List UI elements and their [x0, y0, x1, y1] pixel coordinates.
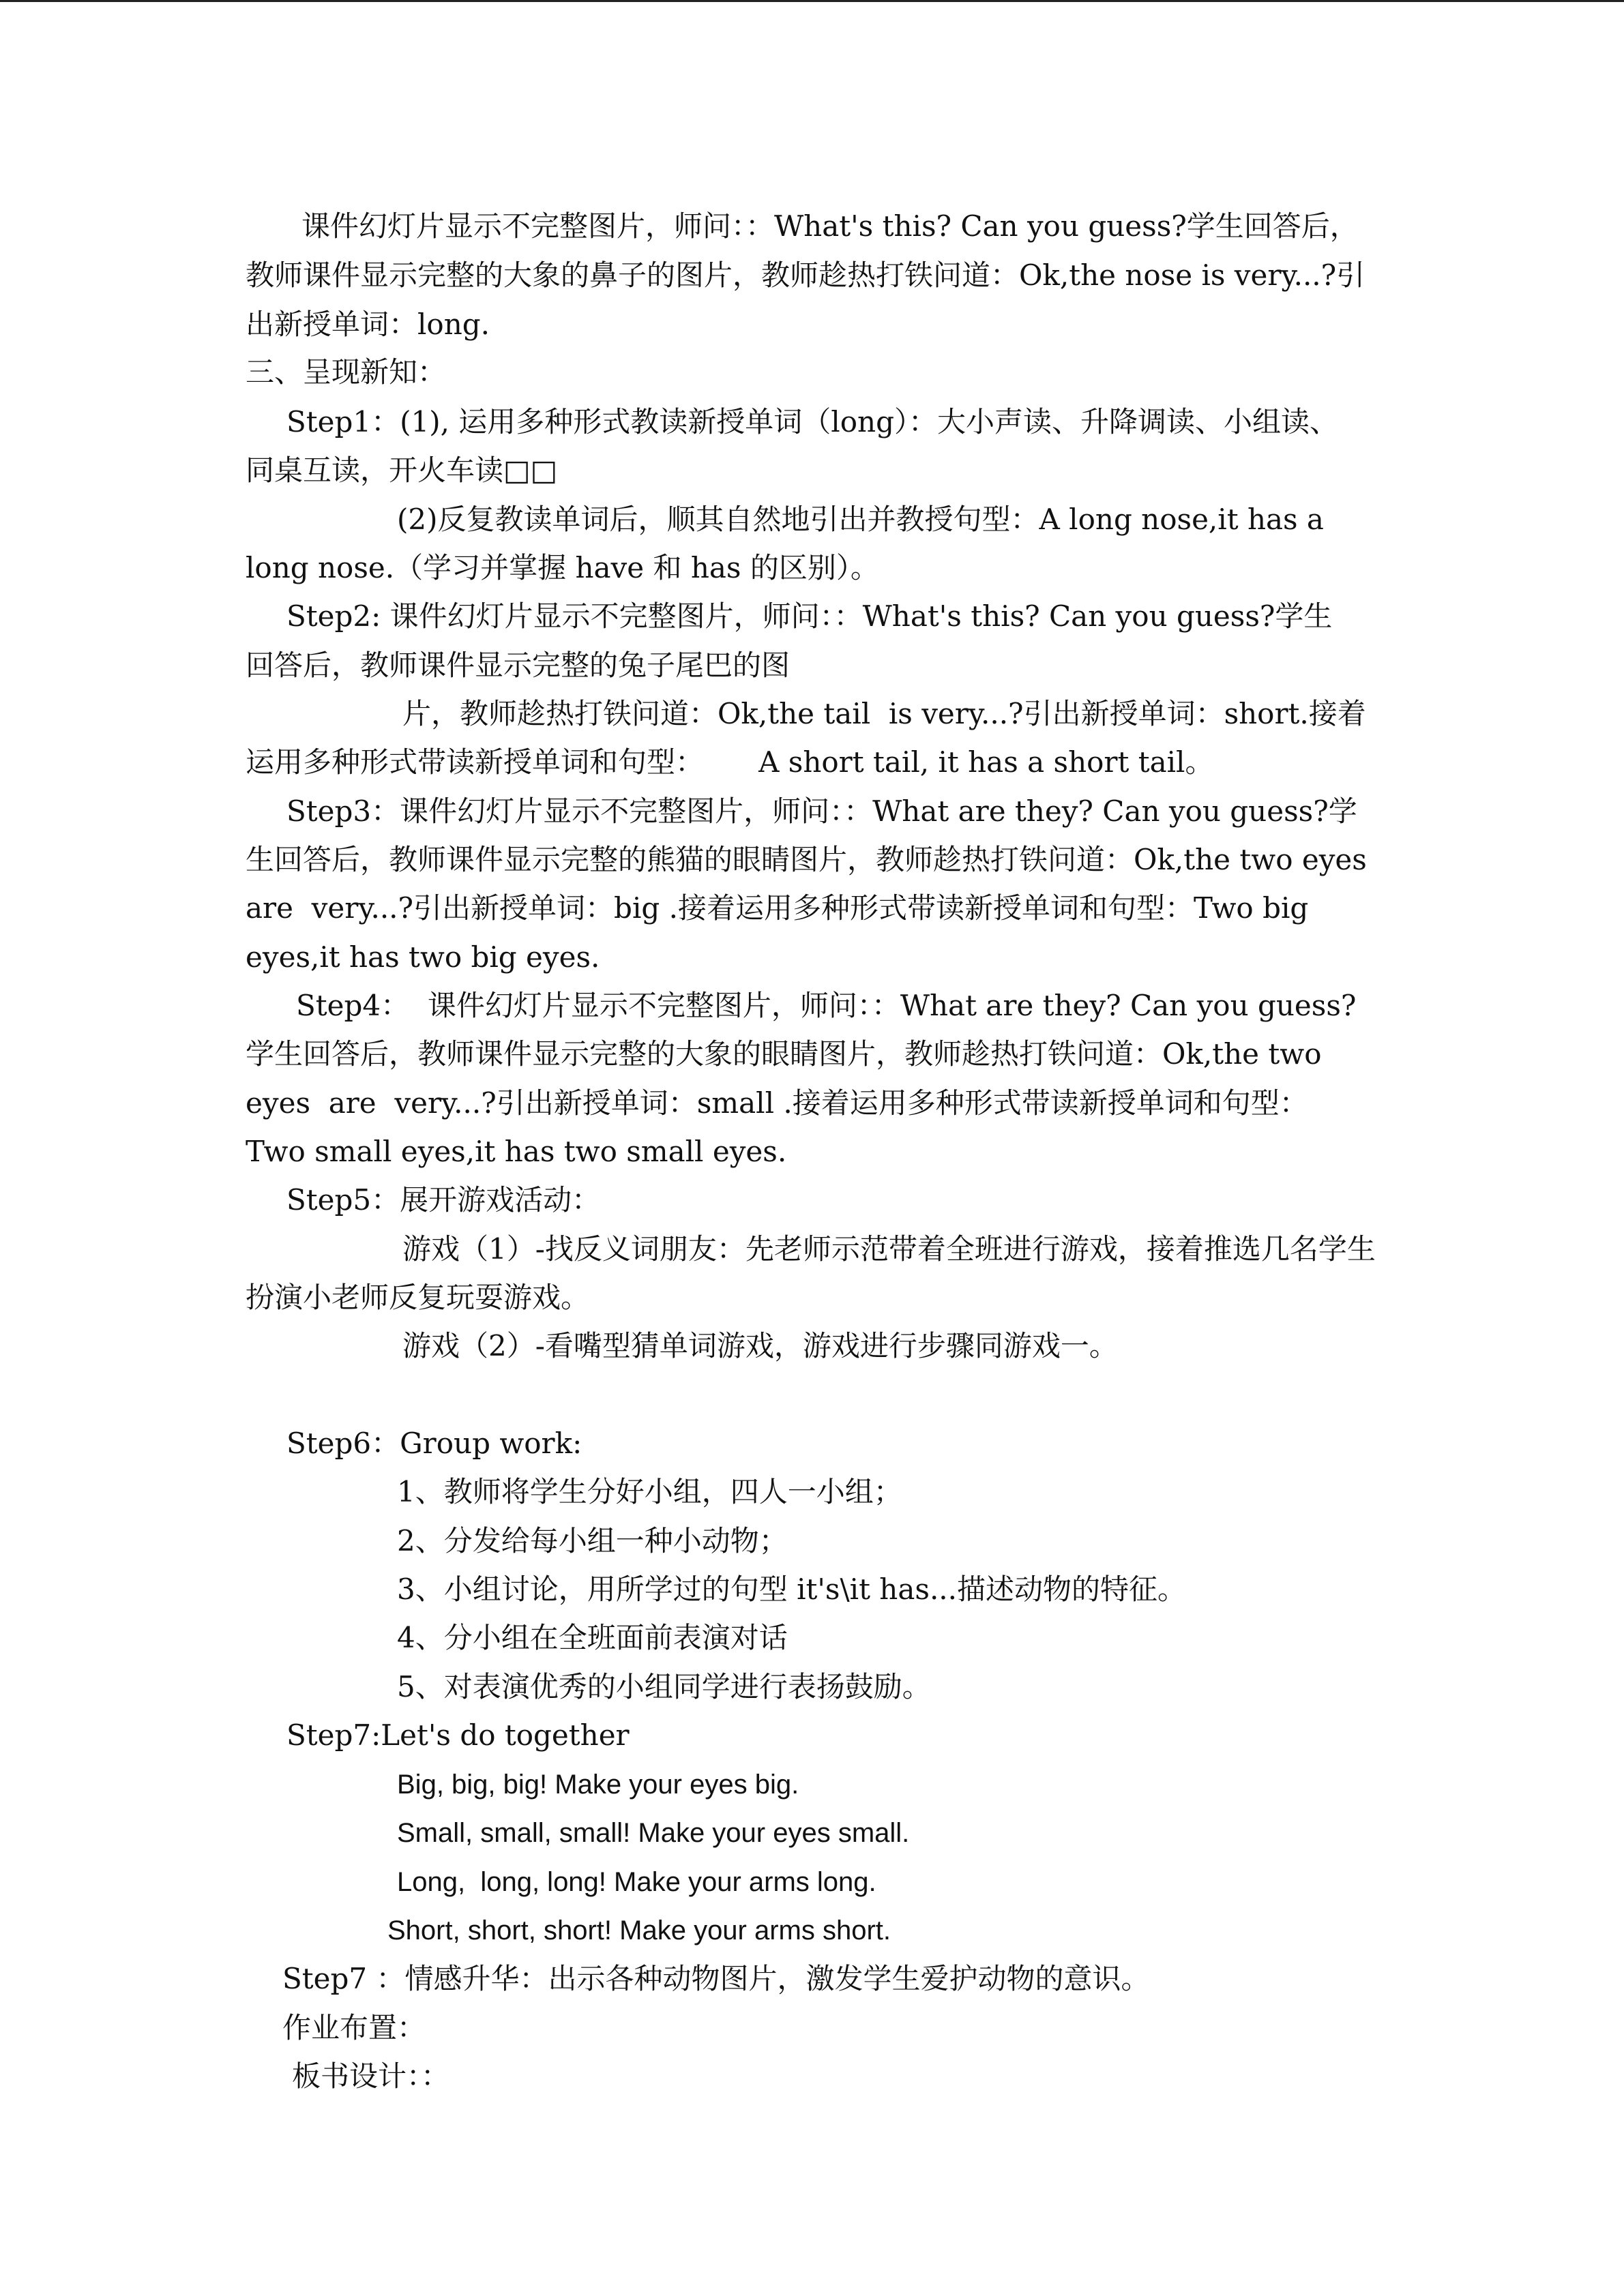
step-line: Step5：展开游戏活动：: [286, 1183, 601, 1217]
top-border-line: [0, 0, 1624, 2]
list-item: 3、小组讨论，用所学过的句型 it's\it has...描述动物的特征。: [397, 1572, 1186, 1606]
step-line: Step4： 课件幻灯片显示不完整图片，师问：：What are they? Can you guess?: [296, 989, 1357, 1022]
paragraph-line: 出新授单词：long.: [246, 308, 490, 341]
homework-heading: 作业布置：: [282, 2011, 426, 2044]
paragraph-line: 游戏（2）-看嘴型猜单词游戏，游戏进行步骤同游戏一。: [402, 1329, 1118, 1362]
paragraph-line: 教师课件显示完整的大象的鼻子的图片，教师趁热打铁问道：Ok,the nose is very...?引: [246, 258, 1365, 292]
paragraph-line: (2)反复教读单词后，顺其自然地引出并教授句型：A long nose,it has a: [397, 503, 1324, 536]
paragraph-line: 片，教师趁热打铁问道：Ok,the tail is very...?引出新授单词：short.接着: [402, 697, 1366, 730]
paragraph-line: 课件幻灯片显示不完整图片，师问：：What's this? Can you guess?学生回答后，: [301, 209, 1359, 243]
paragraph-line: 同桌互读，开火车读□□: [246, 453, 558, 487]
paragraph-line: 游戏（1）-找反义词朋友：先老师示范带着全班进行游戏，接着推选几名学生: [402, 1232, 1376, 1266]
step-line: Step6：Group work:: [286, 1427, 582, 1460]
chant-line: Long, long, long! Make your arms long.: [397, 1867, 876, 1897]
paragraph-line: Two small eyes,it has two small eyes.: [246, 1135, 787, 1168]
board-design-heading: 板书设计：：: [292, 2059, 450, 2093]
paragraph-line: 回答后，教师课件显示完整的兔子尾巴的图: [246, 648, 791, 682]
paragraph-line: 生回答后，教师课件显示完整的熊猫的眼睛图片，教师趁热打铁问道：Ok,the two eyes: [246, 843, 1367, 876]
step-line: Step7 ：情感升华：出示各种动物图片，激发学生爱护动物的意识。: [282, 1962, 1150, 1995]
paragraph-line: are very...?引出新授单词：big .接着运用多种形式带读新授单词和句型：Two big: [246, 891, 1309, 925]
list-item: 4、分小组在全班面前表演对话: [397, 1621, 788, 1654]
paragraph-line: eyes,it has two big eyes.: [246, 940, 600, 974]
paragraph-line: 学生回答后，教师课件显示完整的大象的眼睛图片，教师趁热打铁问道：Ok,the two: [246, 1037, 1322, 1071]
chant-line: Big, big, big! Make your eyes big.: [397, 1770, 799, 1800]
paragraph-line: long nose.（学习并掌握 have 和 has 的区别）。: [246, 551, 879, 584]
paragraph-line: 扮演小老师反复玩耍游戏。: [246, 1281, 590, 1314]
paragraph-line: eyes are very...?引出新授单词：small .接着运用多种形式带读新授单词和句型：: [246, 1086, 1308, 1120]
list-item: 1、教师将学生分好小组，四人一小组；: [397, 1475, 902, 1508]
step-line: Step2: 课件幻灯片显示不完整图片，师问：：What's this? Can you guess?学生: [286, 599, 1333, 633]
step-line: Step7:Let's do together: [286, 1718, 630, 1752]
list-item: 5、对表演优秀的小组同学进行表扬鼓励。: [397, 1670, 931, 1703]
list-item: 2、分发给每小组一种小动物；: [397, 1524, 788, 1557]
chant-line: Small, small, small! Make your eyes small.: [397, 1818, 910, 1848]
chant-line: Short, short, short! Make your arms short.: [387, 1915, 891, 1945]
paragraph-line: 运用多种形式带读新授单词和句型： A short tail, it has a short tail。: [246, 745, 1214, 779]
step-line: Step1：(1), 运用多种形式教读新授单词（long）：大小声读、升降调读、小组读、: [286, 405, 1338, 438]
step-line: Step3：课件幻灯片显示不完整图片，师问：：What are they? Can you guess?学: [286, 794, 1357, 828]
section-heading: 三、呈现新知：: [246, 355, 447, 389]
